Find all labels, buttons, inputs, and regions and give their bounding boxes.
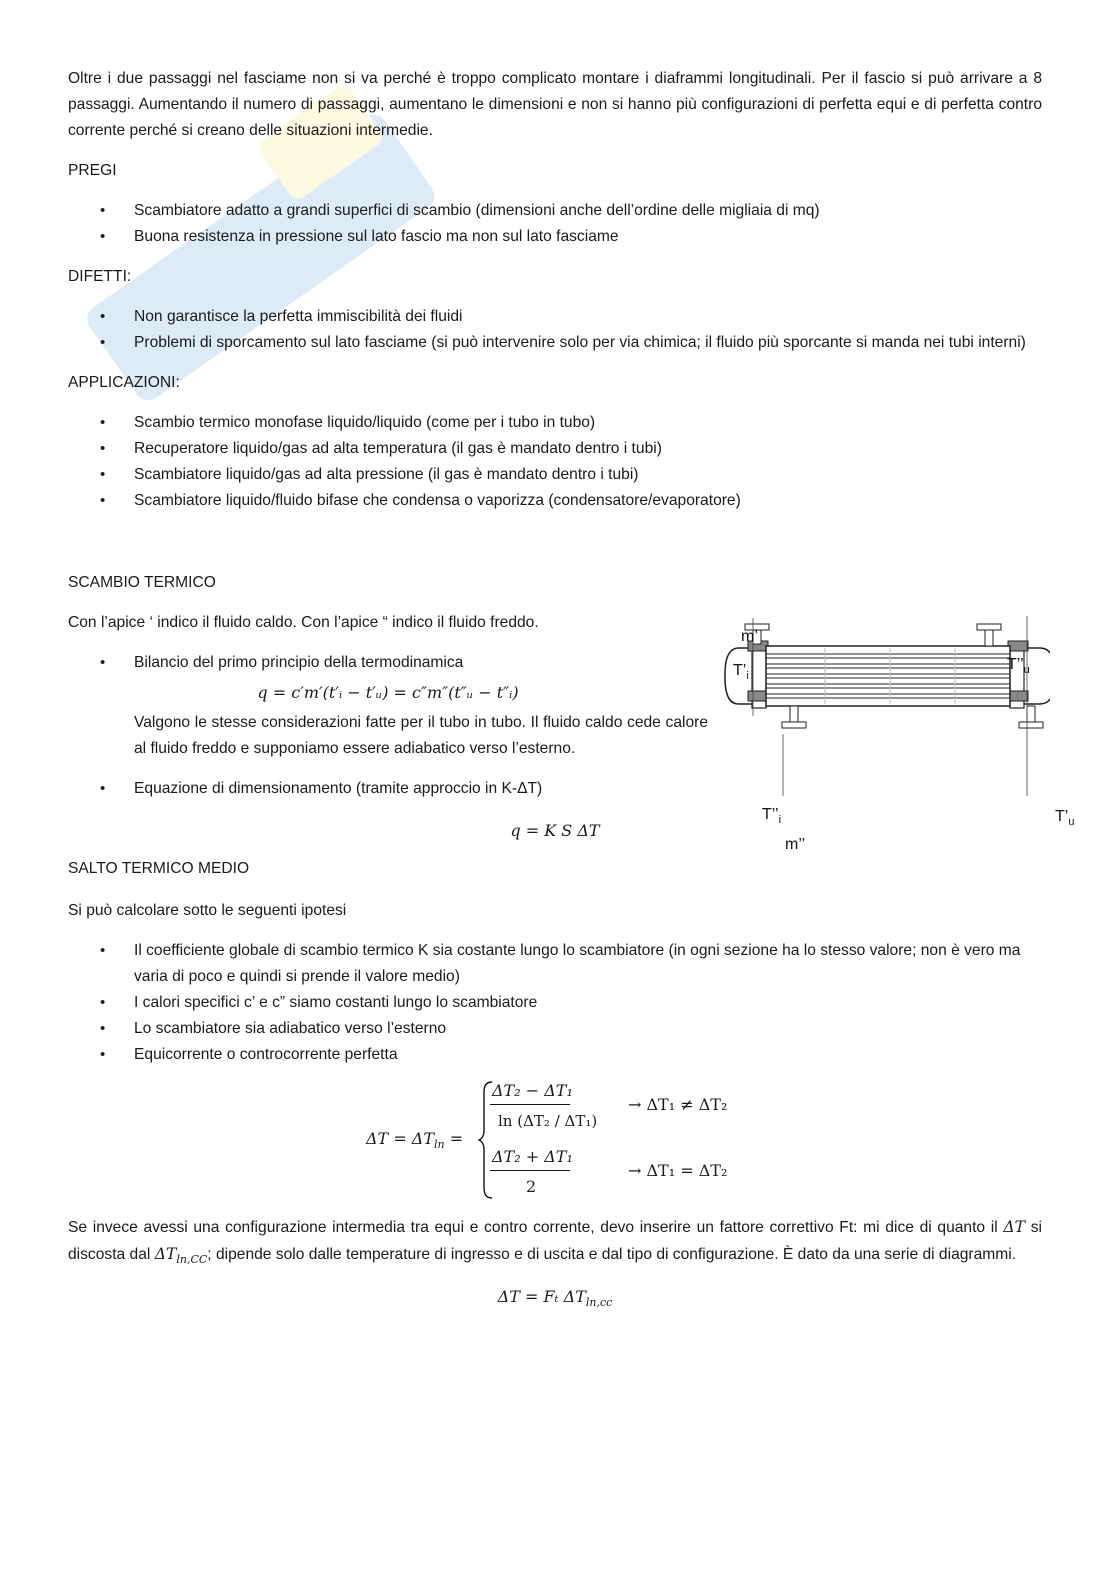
list-item: • Equicorrente o controcorrente perfetta [68,1042,1042,1068]
label-m-hot: m’ [741,628,758,645]
case1-numerator: ΔT₂ − ΔT₁ [492,1081,573,1100]
label-t-out-cold: $T’’_u$ [1007,656,1030,677]
applicazioni-list [68,410,1042,514]
lmtd-equation [68,1078,1042,1206]
case2-condition: → ΔT₁ = ΔT₂ [628,1161,728,1180]
energy-balance-equation: q = c′m′(t′ᵢ − t′ᵤ) = c″m″(t″ᵤ − t″ᵢ) [257,683,519,702]
label-m-cold: m’’ [785,836,806,853]
list-item: • Scambio termico monofase liquido/liquido (come per i tubo in tubo) [68,410,1042,436]
case2-denominator: 2 [526,1177,537,1196]
correction-paragraph: Se invece avessi una configurazione intermedia tra equi e contro corrente, devo inserire un fattore correttivo Ft: mi dice di quanto il ΔT si discosta dal $\Delta T_{ln,CC}$; dipende solo dalle temperature di ingresso e di uscita e dal tipo di configurazione. È dato da una serie di diagrammi. [68,1218,1043,1267]
lmtd-lhs: $\Delta T = \Delta T_{ln}$ = [366,1129,464,1152]
list-item: • Scambiatore liquido/gas ad alta pressione (il gas è mandato dentro i tubi) [68,462,1042,488]
pregi-list [68,198,1042,250]
label-t-in-hot: $T’_i$ [733,662,749,683]
case2-numerator: ΔT₂ + ΔT₁ [492,1147,573,1166]
difetti-list [68,304,1042,356]
pregi-heading: PREGI [68,162,117,179]
scambio-intro: Con l’apice ‘ indico il fluido caldo. Con l’apice “ indico il fluido freddo. [68,614,539,631]
list-item: • Problemi di sporcamento sul lato fasciame (si può intervenire solo per via chimica; il fluido più sporcante si manda nei tubi interni) [68,330,1042,356]
list-item: • Buona resistenza in pressione sul lato fascio ma non sul lato fasciame [68,224,1042,250]
label-t-in-cold: $T’’_i$ [762,806,782,827]
salto-heading: SALTO TERMICO MEDIO [68,860,250,877]
list-item: • Bilancio del primo principio della termodinamica [68,650,1042,676]
shell-and-tube-figure [655,556,1075,853]
list-item: • Recuperatore liquido/gas ad alta temperatura (il gas è mandato dentro i tubi) [68,436,1042,462]
label-t-out-hot: $T’_u$ [1055,808,1075,829]
case1-condition: → ΔT₁ ≠ ΔT₂ [628,1095,728,1114]
list-item: • Equazione di dimensionamento (tramite approccio in K-ΔT) [68,776,1042,802]
difetti-heading: DIFETTI: [68,268,132,285]
salto-list [68,938,1042,1068]
list-item: • Scambiatore liquido/fluido bifase che condensa o vaporizza (condensatore/evaporatore) [68,488,1042,514]
list-item: • Lo scambiatore sia adiabatico verso l’esterno [68,1016,1042,1042]
scambio-heading: SCAMBIO TERMICO [68,574,216,591]
list-item: • Il coefficiente globale di scambio termico K sia costante lungo lo scambiatore (in ogni sezione ha lo stesso valore; non è vero ma varia di poco e quindi si prende il valore medio) [68,938,1042,990]
scambio-text: Valgono le stesse considerazioni fatte per il tubo in tubo. Il fluido caldo cede calore al fluido freddo e supponiamo essere adiabatico verso l’esterno. [134,714,708,757]
list-item: • Non garantisce la perfetta immiscibilità dei fluidi [68,304,1042,330]
salto-intro: Si può calcolare sotto le seguenti ipotesi [68,902,347,919]
sizing-equation: q = K S ΔT [510,821,600,840]
list-item: • Scambiatore adatto a grandi superfici di scambio (dimensioni anche dell’ordine delle migliaia di mq) [68,198,1042,224]
intro-paragraph: Oltre i due passaggi nel fasciame non si va perché è troppo complicato montare i diaframmi longitudinali. Per il fascio si può arrivare a 8 passaggi. Aumentando il numero di passaggi, aumentano le dimensioni e non si hanno più configurazioni di perfetta equi e di perfetta contro corrente perché si creano delle situazioni intermedie. [68,70,1042,139]
case1-denominator: ln (ΔT₂ / ΔT₁) [498,1112,598,1130]
correction-equation: ΔT = Fₜ $\Delta T_{ln,cc}$ [497,1287,613,1310]
list-item: • I calori specifici c’ e c” siamo costanti lungo lo scambiatore [68,990,1042,1016]
heat-exchanger-diagram [655,556,1050,796]
applicazioni-heading: APPLICAZIONI: [68,374,180,391]
